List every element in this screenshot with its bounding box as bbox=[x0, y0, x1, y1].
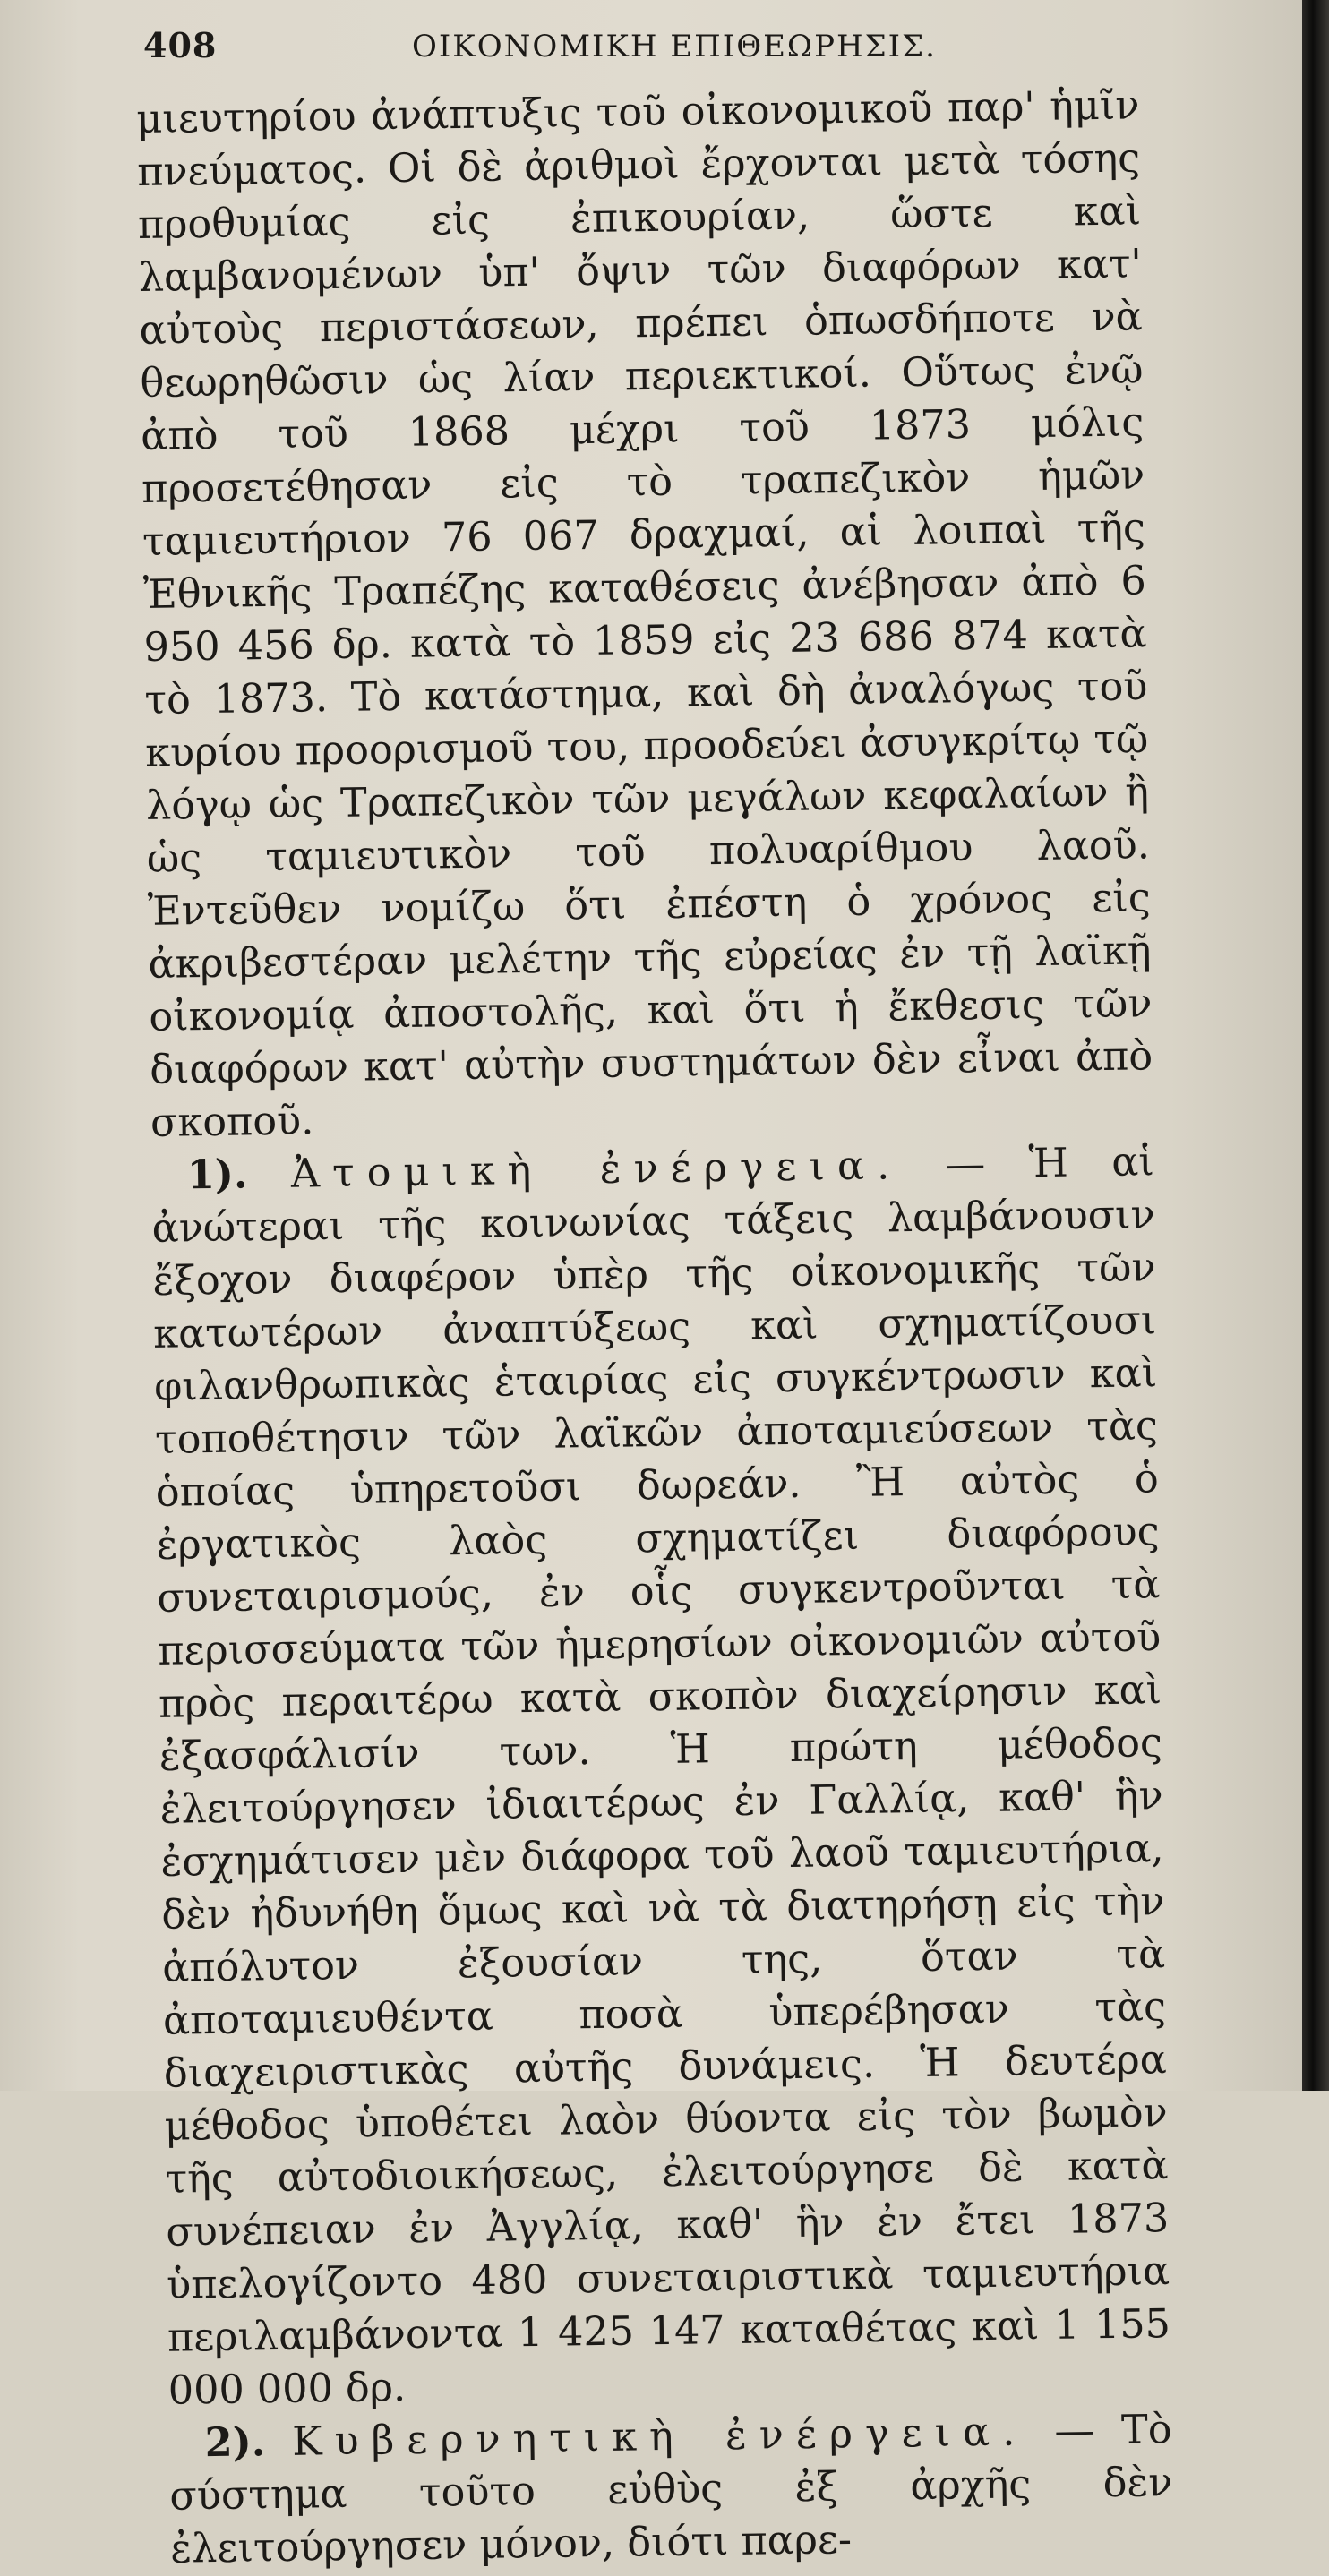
section-heading: Κυβερνητικὴ ἐνέργεια. bbox=[291, 2409, 1028, 2465]
paragraph-text: μιευτηρίου ἀνάπτυξις τοῦ οἰκονομικοῦ παρ' ἡμῖν πνεύματος. Οἱ δὲ ἀριθμοὶ ἔρχονται μετὰ τόσης προθυμίας εἰς ἐπικουρίαν, ὥστε καὶ λαμβανομένων ὑπ' ὄψιν τῶν διαφόρων κατ' αὐτοὺς περιστάσεων, πρέπει ὁπωσδήποτε νὰ θεωρηθῶσιν ὡς λίαν περιεκτικοί. Οὕτως ἐνῷ ἀπὸ τοῦ 1868 μέχρι τοῦ 1873 μόλις προσετέθησαν εἰς τὸ τραπεζικὸν ἡμῶν ταμιευτήριον 76 067 δραχμαί, αἱ λοιπαὶ τῆς Ἐθνικῆς Τραπέζης καταθέσεις ἀνέβησαν ἀπὸ 6 950 456 δρ. κατὰ τὸ 1859 εἰς 23 686 874 κατὰ τὸ 1873. Τὸ κατάστημα, καὶ δὴ ἀναλόγως τοῦ κυρίου προορισμοῦ του, προοδεύει ἀσυγκρίτῳ τῷ λόγῳ ὡς Τραπεζικὸν τῶν μεγάλων κεφαλαίων ἢ ὡς ταμιευτικὸν τοῦ πολυαρίθμου λαοῦ. Ἐντεῦθεν νομίζω ὅτι ἐπέστη ὁ χρόνος εἰς ἀκριβεστέραν μελέτην τῆς εὐρείας ἐν τῇ λαϊκῇ οἰκονομίᾳ ἀποστολῆς, καὶ ὅτι ἡ ἔκθεσις τῶν διαφόρων κατ' αὐτὴν συστημάτων δὲν εἶναι ἀπὸ σκοποῦ. bbox=[136, 82, 1153, 1146]
paragraph-text: — Τὸ σύστημα τοῦτο εὐθὺς ἐξ ἀρχῆς δὲν ἐλειτούργησεν μόνον, διότι παρε- bbox=[169, 2407, 1173, 2572]
running-head: ΟΙΚΟΝΟΜΙΚΗ ΕΠΙΘΕΩΡΗΣΙΣ. bbox=[412, 29, 937, 64]
page-header bbox=[143, 25, 1164, 79]
section-heading: Ἀτομικὴ ἐνέργεια. bbox=[290, 1143, 903, 1197]
paragraph-section-2 bbox=[168, 2403, 1173, 2576]
section-number: 1). bbox=[186, 1151, 248, 1199]
section-number: 2). bbox=[204, 2418, 266, 2467]
book-spine-shadow bbox=[1302, 0, 1329, 2091]
body-text bbox=[136, 79, 1174, 2575]
paragraph-text: — Ἡ αἱ ἀνώτεραι τῆς κοινωνίας τάξεις λαμβάνουσιν ἔξοχον διαφέρον ὑπὲρ τῆς οἰκονομικῆς τῶν κατωτέρων ἀναπτύξεως καὶ σχηματίζουσι φιλανθρωπικὰς ἑταιρίας εἰς συγκέντρωσιν καὶ τοποθέτησιν τῶν λαϊκῶν ἀποταμιεύσεων τὰς ὁποίας ὑπηρετοῦσι δωρεάν. Ἢ αὐτὸς ὁ ἐργατικὸς λαὸς σχηματίζει διαφόρους συνεταιρισμούς, ἐν οἷς συγκεντροῦνται τὰ περισσεύματα τῶν ἡμερησίων οἰκονομιῶν αὐτοῦ πρὸς περαιτέρω κατὰ σκοπὸν διαχείρησιν καὶ ἐξασφάλισίν των. Ἡ πρώτη μέθοδος ἐλειτούργησεν ἰδιαιτέρως ἐν Γαλλίᾳ, καθ' ἣν ἐσχημάτισεν μὲν διάφορα τοῦ λαοῦ ταμιευτήρια, δὲν ἠδυνήθη ὅμως καὶ νὰ τὰ διατηρήσῃ εἰς τὴν ἀπόλυτον ἐξουσίαν της, ὅταν τὰ ἀποταμιευθέντα ποσὰ ὑπερέβησαν τὰς διαχειριστικὰς αὐτῆς δυνάμεις. Ἡ δευτέρα μέθοδος ὑποθέτει λαὸν θύοντα εἰς τὸν βωμὸν τῆς αὐτοδιοικήσεως, ἐλειτούργησε δὲ κατὰ συνέπειαν ἐν Ἀγγλίᾳ, καθ' ἣν ἐν ἔτει 1873 ὑπελογίζοντο 480 συνεταιριστικὰ ταμιευτήρια περιλαμβάνοντα 1 425 147 καταθέτας καὶ 1 155 000 000 δρ. bbox=[151, 1139, 1171, 2414]
paragraph-intro bbox=[136, 79, 1153, 1150]
page-number: 408 bbox=[143, 25, 218, 65]
paragraph-section-1 bbox=[150, 1135, 1171, 2417]
